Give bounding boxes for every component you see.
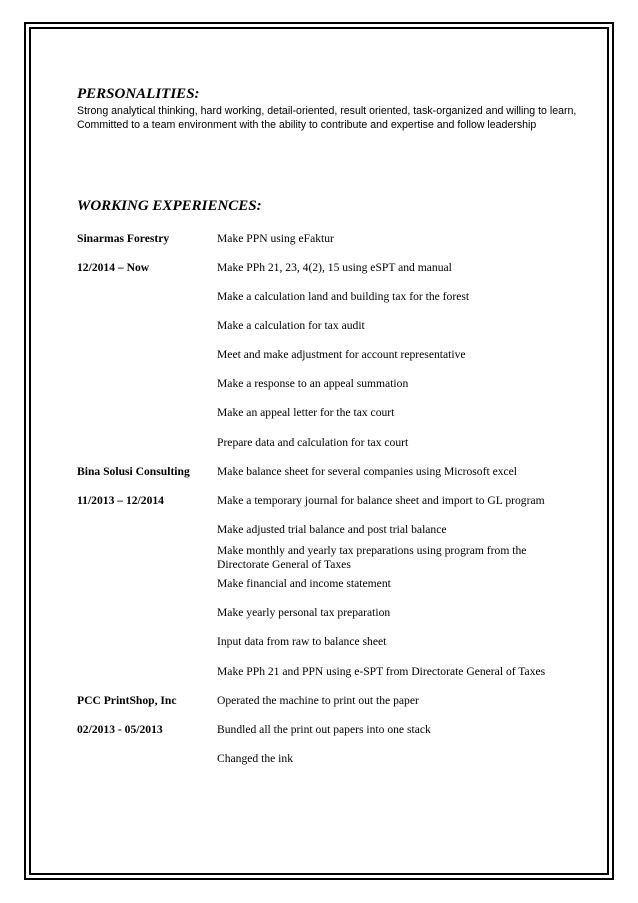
personalities-text: Strong analytical thinking, hard working, detail-oriented, result oriented, task-organized and willing to learn, Committed to a team environment with the ability to contribute and expertise and follow leadership (77, 105, 577, 131)
experience-row-duty: Make PPN using eFaktur (217, 232, 334, 245)
experience-row-duty: Make PPh 21 and PPN using e-SPT from Directorate General of Taxes (217, 665, 546, 678)
working-experiences-heading: WORKING EXPERIENCES: (77, 198, 262, 214)
page-border-inner (29, 27, 609, 875)
experience-row-duty: Bundled all the print out papers into one stack (217, 723, 431, 736)
experience-row-duty: Input data from raw to balance sheet (217, 635, 387, 648)
experience-row-duty: Make balance sheet for several companies using Microsoft excel (217, 465, 518, 478)
experience-row-left: Sinarmas Forestry (77, 232, 170, 245)
experience-row-duty: Make a calculation for tax audit (217, 319, 365, 332)
experience-row-left: 11/2013 – 12/2014 (77, 494, 164, 507)
experience-row-duty: Operated the machine to print out the paper (217, 694, 419, 707)
experience-row-duty: Make PPh 21, 23, 4(2), 15 using eSPT and manual (217, 261, 452, 274)
experience-row-left: 12/2014 – Now (77, 261, 150, 274)
experience-row-duty: Prepare data and calculation for tax court (217, 436, 409, 449)
experience-row-left: Bina Solusi Consulting (77, 465, 190, 478)
experience-row-left: PCC PrintShop, Inc (77, 694, 177, 707)
experience-row-duty: Make financial and income statement (217, 577, 391, 590)
experience-row-duty: Make a temporary journal for balance sheet and import to GL program (217, 494, 545, 507)
experience-row-duty: Make a response to an appeal summation (217, 377, 409, 390)
experience-row-left: 02/2013 - 05/2013 (77, 723, 163, 736)
experience-row-duty: Make adjusted trial balance and post trial balance (217, 523, 447, 536)
experience-row-duty: Make an appeal letter for the tax court (217, 406, 395, 419)
experience-row-duty: Changed the ink (217, 752, 293, 765)
experience-row-duty: Meet and make adjustment for account representative (217, 348, 466, 361)
experience-row-duty: Make a calculation land and building tax for the forest (217, 290, 470, 303)
personalities-heading: PERSONALITIES: (77, 86, 200, 102)
experience-row-duty: Make yearly personal tax preparation (217, 606, 391, 619)
experience-row-duty: Make monthly and yearly tax preparations using program from the Directorate General of Taxes (217, 544, 527, 571)
